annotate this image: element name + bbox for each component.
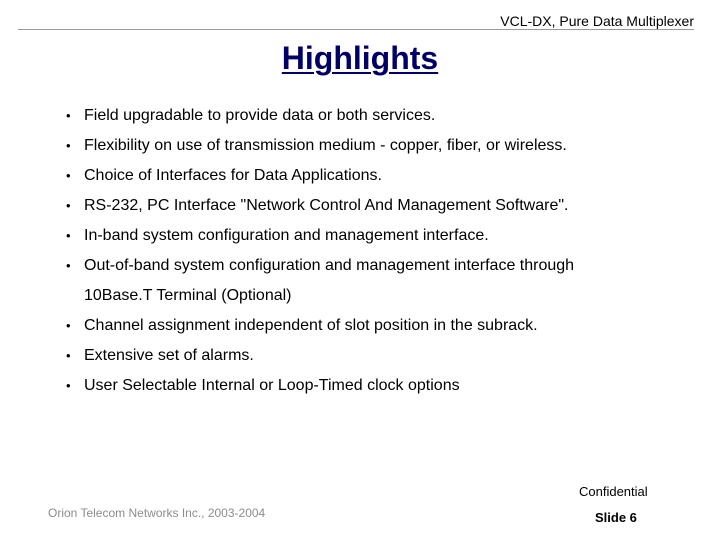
header-title: VCL-DX, Pure Data Multiplexer [500, 13, 694, 29]
list-item-text: Choice of Interfaces for Data Applications. [84, 167, 382, 184]
list-item-text: Channel assignment independent of slot position in the subrack. [84, 317, 538, 334]
bullet-icon: • [66, 258, 71, 273]
list-item [66, 196, 706, 216]
list-item [66, 106, 706, 126]
list-item [66, 376, 706, 396]
page-title: Highlights [281, 40, 439, 76]
list-item [66, 136, 706, 156]
slide-number: Slide 6 [595, 510, 637, 525]
bullet-icon: • [66, 378, 71, 393]
bullet-icon: • [66, 198, 71, 213]
highlights-list [66, 106, 706, 406]
list-item-text: Flexibility on use of transmission medium - copper, fiber, or wireless. [84, 137, 567, 154]
list-item-text: Extensive set of alarms. [84, 347, 254, 364]
bullet-icon: • [66, 348, 71, 363]
bullet-icon: • [66, 168, 71, 183]
list-item [66, 316, 706, 336]
list-item-text: Out-of-band system configuration and management interface through [84, 257, 575, 274]
confidential-label: Confidential [579, 484, 648, 499]
list-item [66, 346, 706, 366]
header-divider [18, 29, 694, 30]
bullet-icon: • [66, 138, 71, 153]
footer-company: Orion Telecom Networks Inc., 2003-2004 [48, 506, 266, 520]
list-item-text: In-band system configuration and management interface. [84, 227, 489, 244]
bullet-icon: • [66, 108, 71, 123]
list-item [66, 166, 706, 186]
list-item-text: User Selectable Internal or Loop-Timed clock options [84, 377, 460, 394]
list-item-text: RS-232, PC Interface "Network Control And Management Software". [84, 197, 569, 214]
list-item-continuation: 10Base.T Terminal (Optional) [84, 287, 292, 304]
list-item [66, 256, 706, 306]
bullet-icon: • [66, 318, 71, 333]
list-item [66, 226, 706, 246]
list-item-text: Field upgradable to provide data or both services. [84, 107, 436, 124]
bullet-icon: • [66, 228, 71, 243]
